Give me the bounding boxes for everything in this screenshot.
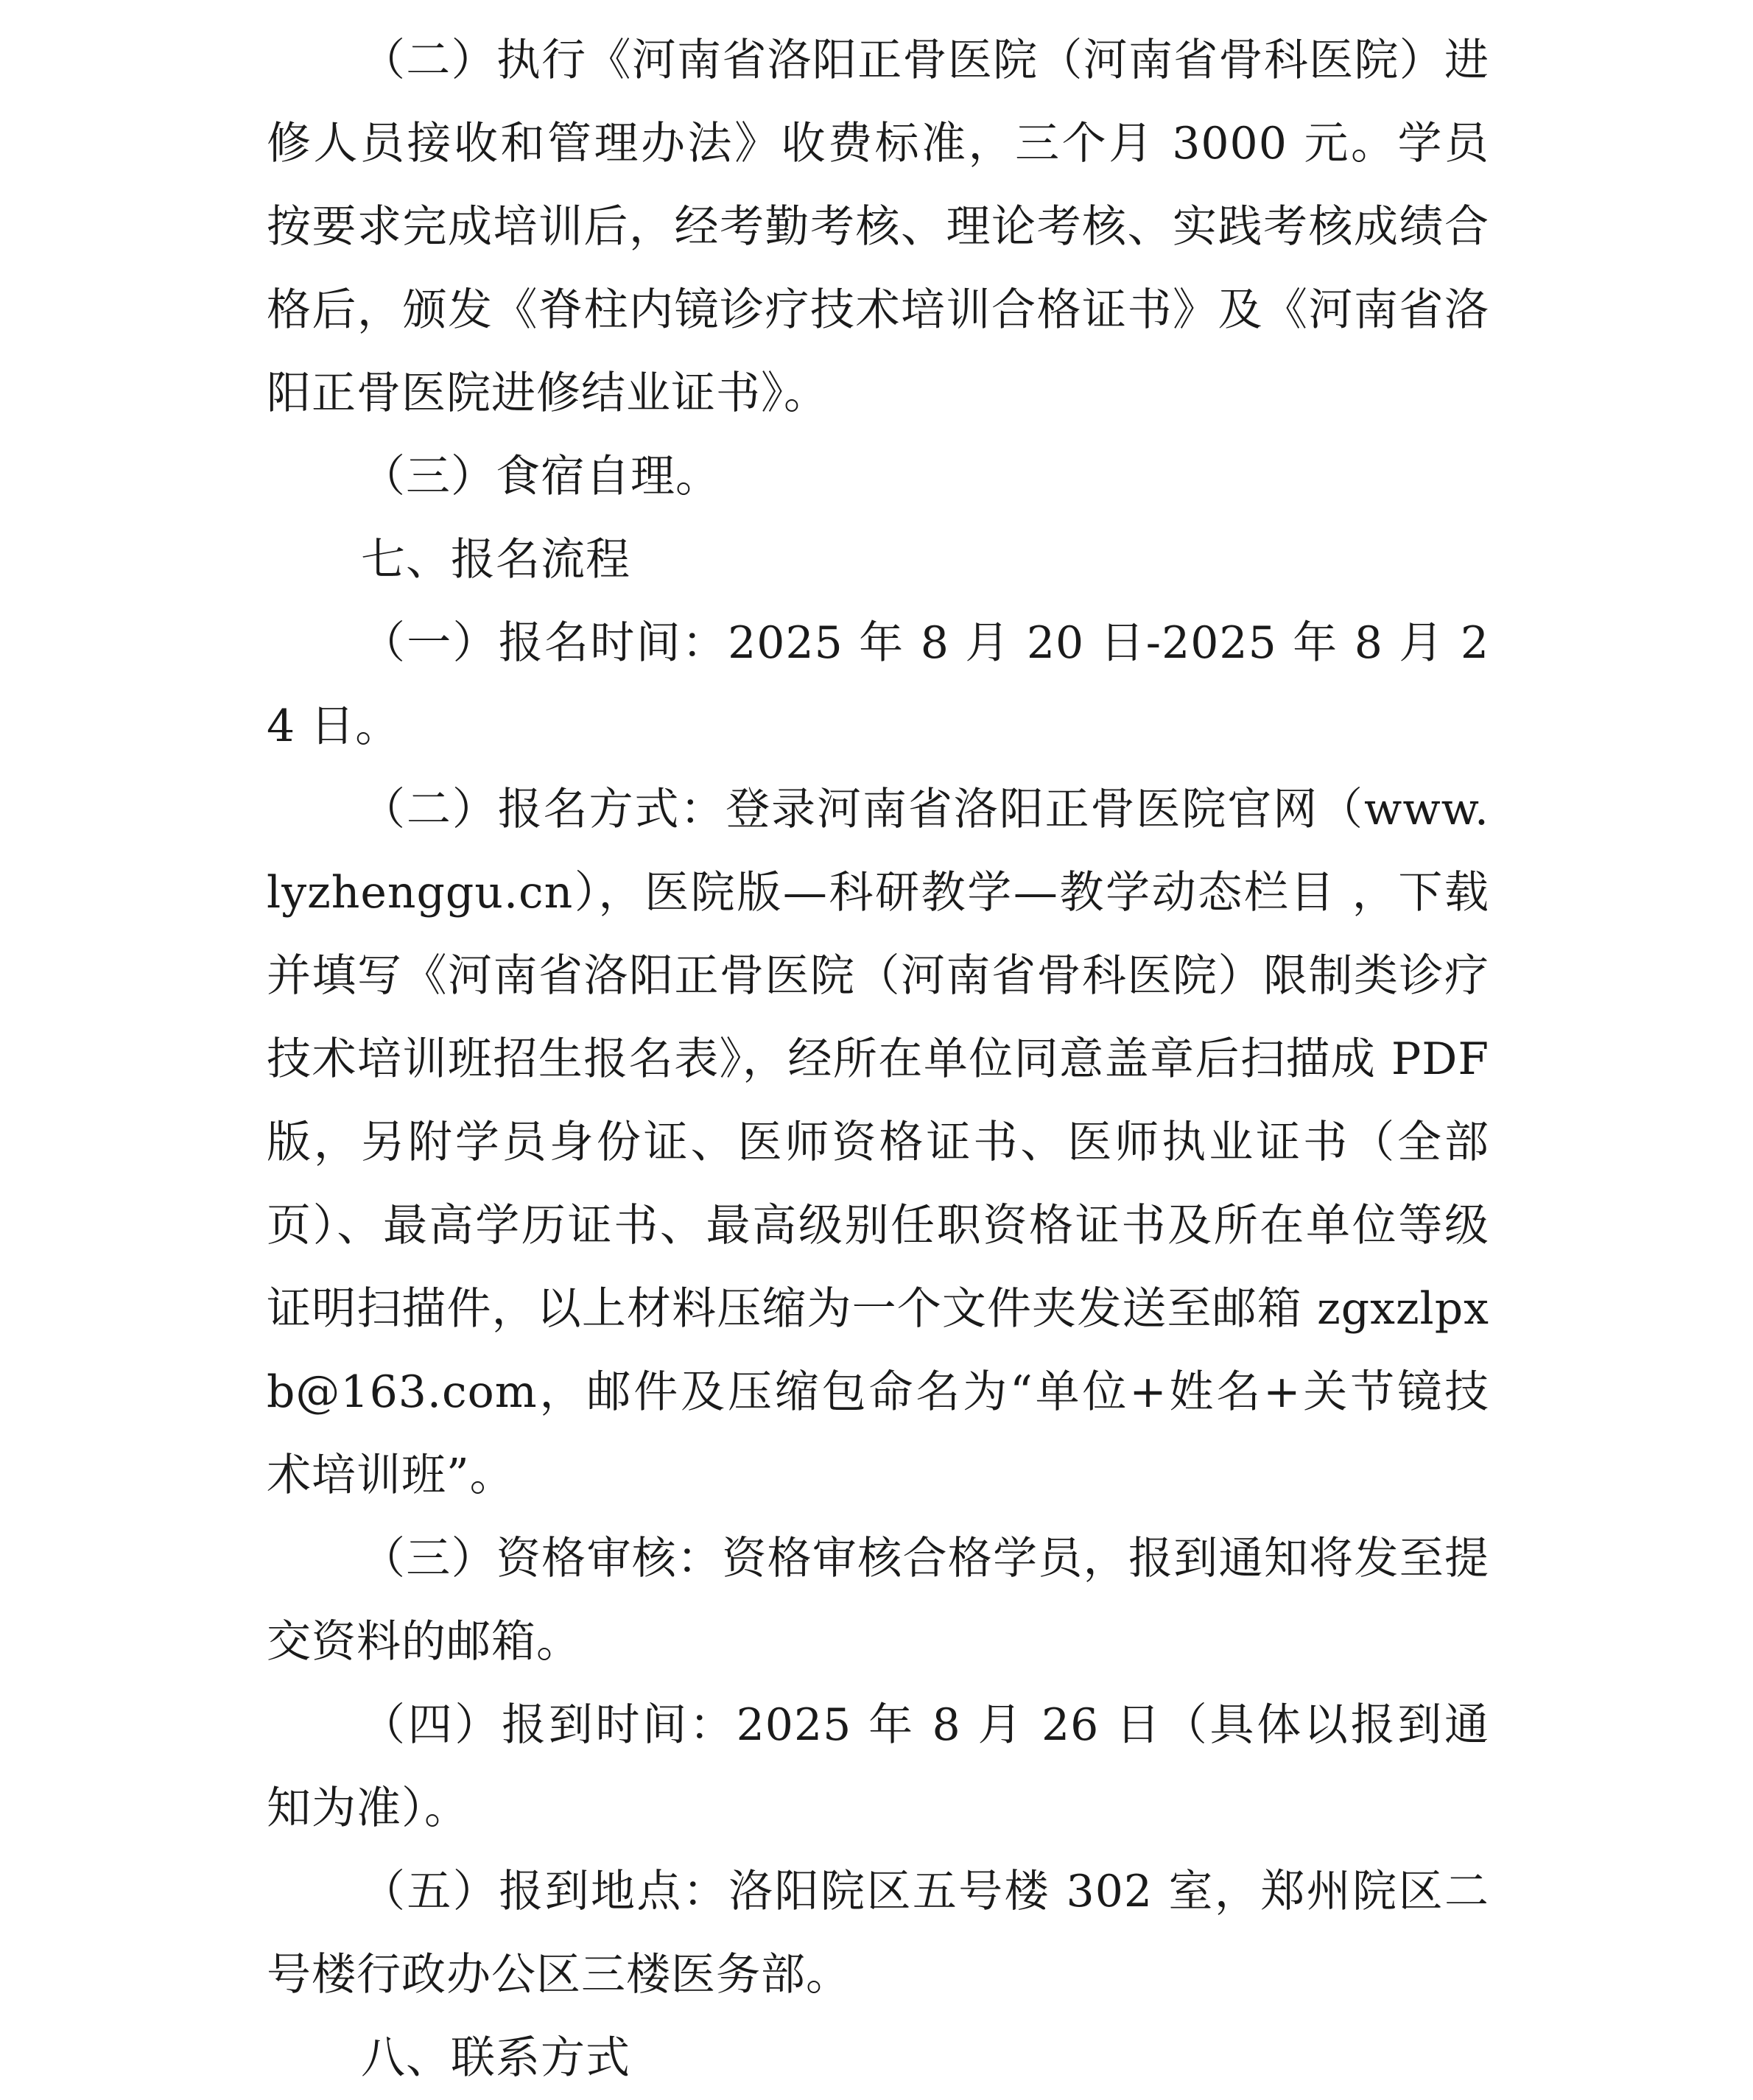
paragraph-registration-method: （二）报名方式：登录河南省洛阳正骨医院官网（www.lyzhenggu.cn），医院版—科研教学—教学动态栏目 ，下载并填写《河南省洛阳正骨医院（河南省骨科医院）限制类诊疗技术培训班招生报名表》，经所在单位同意盖章后扫描成 PDF 版，另附学员身份证、医师资格证书、医师执业证书（全部页）、最高学历证书、最高级别任职资格证书及所在单位等级证明扫描件，以上材料压缩为一个文件夹发送至邮箱 zgxzlpxb@163.com，邮件及压缩包命名为“单位+姓名+关节镜技术培训班”。: [267, 784, 1489, 1501]
paragraph-check-in-time: （四）报到时间：2025 年 8 月 26 日（具体以报到通知为准）。: [267, 1699, 1489, 1834]
paragraph-fee-standard: （二）执行《河南省洛阳正骨医院（河南省骨科医院）进修人员接收和管理办法》收费标准，三个月 3000 元。学员按要求完成培训后，经考勤考核、理论考核、实践考核成绩合格后，颁发《脊柱内镜诊疗技术培训合格证书》及《河南省洛阳正骨医院进修结业证书》。: [267, 35, 1489, 419]
paragraph-qualification-review: （三）资格审核：资格审核合格学员，报到通知将发至提交资料的邮箱。: [267, 1533, 1489, 1668]
section-heading-registration: 七、报名流程: [361, 534, 630, 586]
paragraph-check-in-location: （五）报到地点：洛阳院区五号楼 302 室，郑州院区二号楼行政办公区三楼医务部。: [267, 1866, 1489, 2001]
paragraph-accommodation: （三）食宿自理。: [361, 451, 720, 502]
section-heading-contact: 八、联系方式: [361, 2032, 630, 2084]
document-body: [267, 19, 1489, 2100]
paragraph-registration-time: （一）报名时间：2025 年 8 月 20 日-2025 年 8 月 24 日。: [267, 617, 1489, 752]
